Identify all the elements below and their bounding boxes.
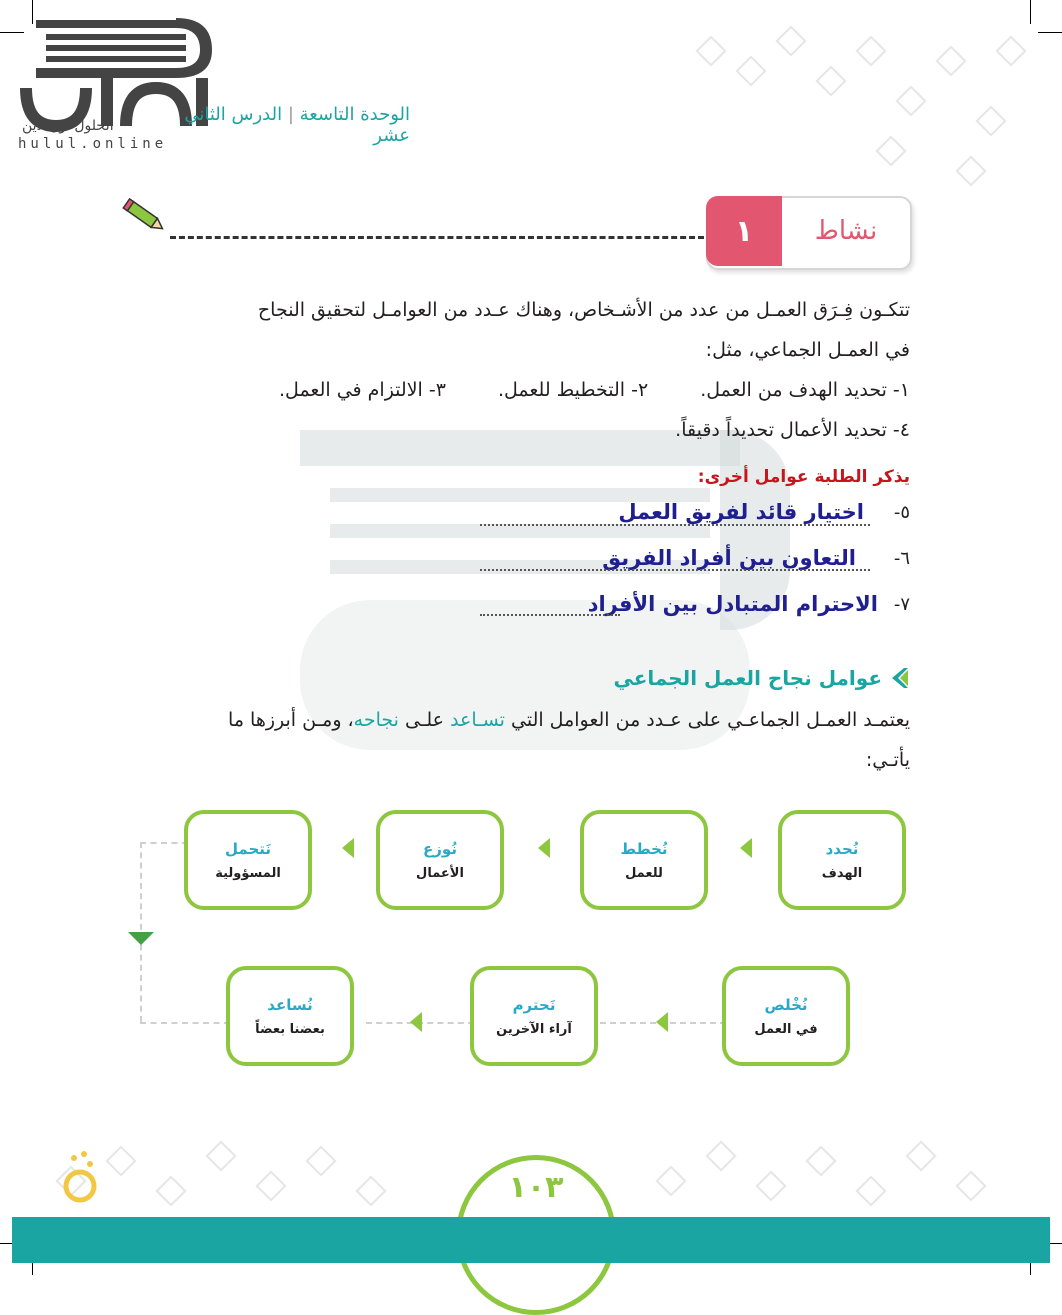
- activity-dashed-line: [170, 236, 704, 239]
- answer-number: ٦-: [893, 547, 910, 569]
- flow-step-verb: نُخطط: [620, 839, 668, 858]
- answer-row-5: [470, 492, 910, 532]
- answer-line: [480, 524, 870, 526]
- intro-line-1: تتكـون فِـرَق العمـل من عدد من الأشـخاص، وهناك عـدد من العوامـل لتحقيق النجاح: [257, 299, 910, 321]
- answer-text: التعاون بين أفراد الفريق: [602, 546, 856, 570]
- answer-text: الاحترام المتبادل بين الأفراد: [587, 592, 878, 616]
- unit-title: الوحدة التاسعة: [299, 104, 410, 125]
- intro-item-1: ١- تحديد الهدف من العمل.: [700, 379, 910, 401]
- flow-step-verb: نَتحمل: [225, 839, 272, 858]
- section-text: علـى: [398, 709, 451, 731]
- section-header: [560, 666, 910, 690]
- footer-band: [12, 1217, 1050, 1263]
- arrow-left-icon: [342, 838, 354, 858]
- flow-step-responsibility: [184, 810, 312, 910]
- intro-list-row: [150, 370, 910, 410]
- section-para-line-1: [150, 700, 910, 740]
- activity-label: نشاط: [814, 216, 878, 246]
- intro-paragraph: [150, 290, 910, 450]
- chevron-left-icon: [888, 666, 910, 690]
- crop-mark: [1038, 32, 1062, 33]
- flow-step-object: في العمل: [754, 1021, 818, 1037]
- arrow-down-icon: [128, 932, 154, 945]
- answer-row-7: [470, 584, 910, 624]
- intro-item-4: ٤- تحديد الأعمال تحديداً دقيقاً.: [675, 419, 910, 441]
- answer-line: [480, 614, 620, 616]
- flow-step-verb: نُساعد: [267, 995, 313, 1014]
- flow-step-distribute-tasks: [376, 810, 504, 910]
- flow-step-sincerity: [722, 966, 850, 1066]
- flow-step-define-goal: [778, 810, 906, 910]
- activity-number: ١: [706, 196, 782, 266]
- answer-number: ٥-: [893, 501, 910, 523]
- section-title: عوامل نجاح العمل الجماعي: [613, 666, 882, 690]
- section-text: يعتمـد العمـل الجماعـي على عـدد من العوامل التي: [504, 709, 910, 731]
- logo-arabic-text: الحلول اون لاين: [22, 118, 114, 134]
- highlight-word: تسـاعد: [450, 709, 505, 731]
- flow-step-object: آراء الآخرين: [496, 1021, 572, 1037]
- answer-text: اختيار قائد لفريق العمل: [618, 500, 864, 524]
- flow-step-respect: [470, 966, 598, 1066]
- pencil-icon: [122, 196, 168, 238]
- flow-step-plan-work: [580, 810, 708, 910]
- flow-step-verb: نُوزع: [423, 839, 457, 858]
- answer-row-6: [470, 538, 910, 578]
- flow-step-object: الأعمال: [416, 865, 464, 881]
- flow-step-verb: نَحترم: [512, 995, 556, 1014]
- breadcrumb-separator: |: [287, 104, 294, 125]
- section-paragraph: [150, 700, 910, 780]
- flow-step-object: للعمل: [625, 865, 663, 881]
- flow-connector: [140, 1022, 230, 1025]
- intro-line-2: في العمـل الجماعي، مثل:: [705, 339, 910, 361]
- intro-item-3: ٣- الالتزام في العمل.: [279, 379, 446, 401]
- arrow-left-icon: [410, 1012, 422, 1032]
- flow-step-verb: نُخْلص: [764, 995, 808, 1014]
- lesson-title: الدرس الثاني عشر: [184, 104, 410, 146]
- highlight-word: نجاحه: [353, 709, 399, 731]
- arrow-left-icon: [656, 1012, 668, 1032]
- logo-latin-text: hulul.online: [18, 136, 168, 152]
- ornament-icon: [60, 1148, 100, 1208]
- section-text: ، ومـن أبرزها ما: [228, 709, 354, 731]
- flow-step-object: بعضنا بعضاً: [255, 1021, 325, 1037]
- arrow-left-icon: [740, 838, 752, 858]
- flow-step-help-each-other: [226, 966, 354, 1066]
- flow-step-object: المسؤولية: [215, 865, 281, 881]
- flow-step-verb: نُحدد: [825, 839, 859, 858]
- student-prompt: يذكر الطلبة عوامل أخرى:: [697, 467, 910, 487]
- breadcrumb: [150, 104, 410, 146]
- intro-item-2: ٢- التخطيط للعمل.: [497, 379, 649, 401]
- flow-connector: [140, 842, 188, 845]
- page-number: ١٠٣: [508, 1170, 564, 1205]
- answer-number: ٧-: [893, 593, 910, 615]
- answer-line: [480, 569, 870, 571]
- arrow-left-icon: [538, 838, 550, 858]
- crop-mark: [1030, 0, 1031, 24]
- flow-step-object: الهدف: [821, 865, 863, 881]
- section-para-line-2: يأتـي:: [865, 749, 910, 771]
